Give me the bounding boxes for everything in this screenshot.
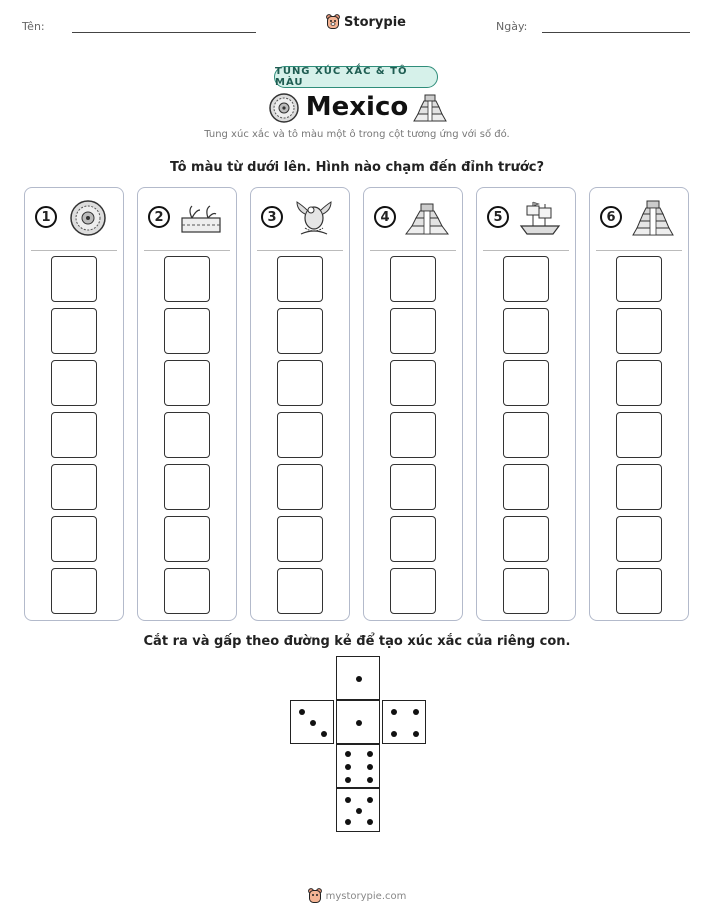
instruction-heading: Tô màu từ dưới lên. Hình nào chạm đến đỉnh trước? bbox=[169, 160, 545, 175]
column-divider bbox=[370, 250, 456, 251]
column-divider bbox=[483, 250, 569, 251]
color-cell[interactable] bbox=[503, 360, 549, 406]
column-number: 1 bbox=[35, 206, 57, 228]
column-number: 4 bbox=[374, 206, 396, 228]
chichen-itza-pyramid-icon bbox=[404, 198, 450, 238]
color-cell[interactable] bbox=[616, 516, 662, 562]
aztec-calendar-icon bbox=[65, 198, 111, 238]
pip bbox=[345, 797, 351, 803]
dice-net bbox=[290, 656, 426, 836]
dice-face-4 bbox=[382, 700, 426, 744]
column-header bbox=[138, 188, 236, 250]
color-cell[interactable] bbox=[51, 360, 97, 406]
color-cell[interactable] bbox=[503, 568, 549, 614]
brand-name: Storypie bbox=[344, 14, 406, 30]
color-cell[interactable] bbox=[277, 516, 323, 562]
pip bbox=[367, 764, 373, 770]
date-line[interactable] bbox=[542, 32, 690, 33]
column-header bbox=[25, 188, 123, 250]
pip bbox=[367, 751, 373, 757]
pyramid-icon bbox=[412, 92, 448, 122]
name-label: Tên: bbox=[22, 20, 45, 33]
pip bbox=[367, 777, 373, 783]
color-cell[interactable] bbox=[164, 360, 210, 406]
date-label: Ngày: bbox=[496, 20, 528, 33]
color-cell[interactable] bbox=[616, 568, 662, 614]
color-cell[interactable] bbox=[277, 360, 323, 406]
pip bbox=[345, 751, 351, 757]
color-cell[interactable] bbox=[51, 412, 97, 458]
color-cell[interactable] bbox=[164, 464, 210, 510]
color-cell[interactable] bbox=[616, 464, 662, 510]
footer-url[interactable]: mystorypie.com bbox=[325, 890, 407, 902]
column-4 bbox=[363, 187, 463, 621]
color-cell[interactable] bbox=[277, 256, 323, 302]
color-cell[interactable] bbox=[164, 256, 210, 302]
color-cell[interactable] bbox=[277, 308, 323, 354]
page-title: Mexico bbox=[305, 92, 409, 122]
column-number: 5 bbox=[487, 206, 509, 228]
column-3 bbox=[250, 187, 350, 621]
pip bbox=[310, 720, 316, 726]
brand-logo bbox=[326, 14, 406, 30]
eagle-emblem-icon bbox=[291, 198, 337, 238]
color-cell[interactable] bbox=[616, 412, 662, 458]
column-1 bbox=[24, 187, 124, 621]
color-cell[interactable] bbox=[51, 464, 97, 510]
column-header bbox=[477, 188, 575, 250]
dice-face-3 bbox=[290, 700, 334, 744]
color-cell[interactable] bbox=[390, 516, 436, 562]
dice-face-6 bbox=[336, 744, 380, 788]
color-cell[interactable] bbox=[503, 516, 549, 562]
pip bbox=[345, 777, 351, 783]
column-divider bbox=[31, 250, 117, 251]
column-header bbox=[364, 188, 462, 250]
color-cell[interactable] bbox=[616, 308, 662, 354]
color-cell[interactable] bbox=[390, 360, 436, 406]
chinampa-garden-icon bbox=[178, 198, 224, 238]
color-cell[interactable] bbox=[51, 516, 97, 562]
pip bbox=[356, 808, 362, 814]
color-cell[interactable] bbox=[503, 256, 549, 302]
dice-face-5 bbox=[336, 788, 380, 832]
color-cell[interactable] bbox=[51, 308, 97, 354]
name-line[interactable] bbox=[72, 32, 256, 33]
pip bbox=[345, 764, 351, 770]
step-pyramid-icon bbox=[630, 198, 676, 238]
color-cell[interactable] bbox=[390, 568, 436, 614]
color-cell[interactable] bbox=[277, 412, 323, 458]
pip bbox=[356, 676, 362, 682]
pip bbox=[391, 731, 397, 737]
color-cell[interactable] bbox=[51, 568, 97, 614]
color-cell[interactable] bbox=[51, 256, 97, 302]
column-5 bbox=[476, 187, 576, 621]
column-divider bbox=[596, 250, 682, 251]
pip bbox=[356, 720, 362, 726]
dice-face-1 bbox=[336, 656, 380, 700]
footer bbox=[0, 888, 714, 904]
column-6 bbox=[589, 187, 689, 621]
pip bbox=[367, 819, 373, 825]
pip bbox=[391, 709, 397, 715]
dice-face-1 bbox=[336, 700, 380, 744]
color-cell[interactable] bbox=[390, 308, 436, 354]
color-cell[interactable] bbox=[277, 464, 323, 510]
column-divider bbox=[257, 250, 343, 251]
color-cell[interactable] bbox=[616, 360, 662, 406]
color-cell[interactable] bbox=[616, 256, 662, 302]
color-cell[interactable] bbox=[503, 308, 549, 354]
column-divider bbox=[144, 250, 230, 251]
color-cell[interactable] bbox=[164, 308, 210, 354]
bear-icon bbox=[326, 14, 340, 30]
pip bbox=[367, 797, 373, 803]
color-cell[interactable] bbox=[390, 256, 436, 302]
color-cell[interactable] bbox=[164, 568, 210, 614]
color-cell[interactable] bbox=[503, 412, 549, 458]
pip bbox=[413, 731, 419, 737]
column-number: 2 bbox=[148, 206, 170, 228]
pip bbox=[299, 709, 305, 715]
color-cell[interactable] bbox=[503, 464, 549, 510]
color-cell[interactable] bbox=[277, 568, 323, 614]
cut-instruction: Cắt ra và gấp theo đường kẻ để tạo xúc xắc của riêng con. bbox=[143, 634, 571, 649]
subtitle: Tung xúc xắc và tô màu một ô trong cột tương ứng với số đó. bbox=[204, 129, 510, 140]
color-cell[interactable] bbox=[164, 412, 210, 458]
pip bbox=[413, 709, 419, 715]
column-number: 6 bbox=[600, 206, 622, 228]
column-header bbox=[251, 188, 349, 250]
column-header bbox=[590, 188, 688, 250]
color-cell[interactable] bbox=[390, 412, 436, 458]
pip bbox=[345, 819, 351, 825]
color-cell[interactable] bbox=[164, 516, 210, 562]
column-2 bbox=[137, 187, 237, 621]
color-cell[interactable] bbox=[390, 464, 436, 510]
column-number: 3 bbox=[261, 206, 283, 228]
bear-icon bbox=[308, 888, 322, 904]
pip bbox=[321, 731, 327, 737]
activity-badge: TUNG XÚC XẮC & TÔ MÀU bbox=[274, 66, 438, 88]
galleon-ship-icon bbox=[517, 198, 563, 238]
